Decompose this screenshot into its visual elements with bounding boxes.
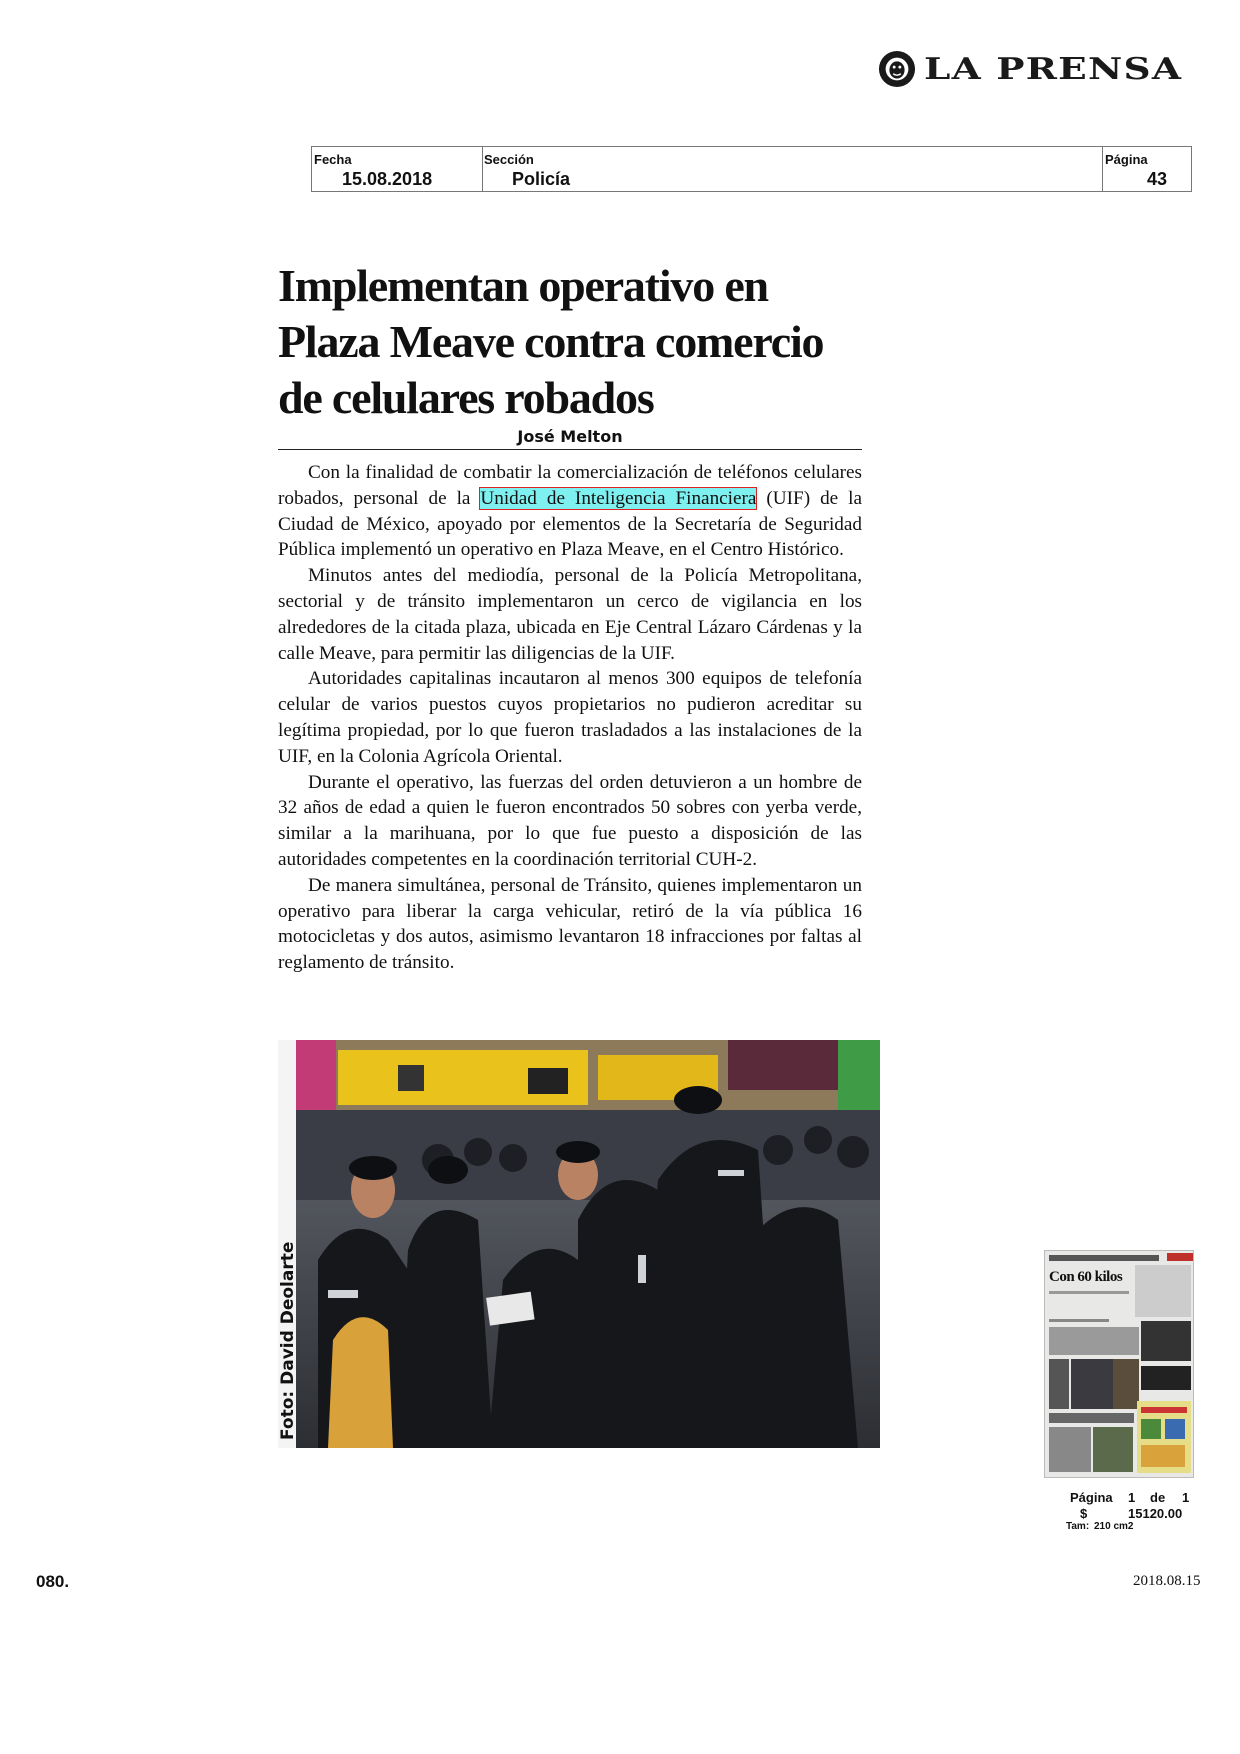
page-info-de: de <box>1150 1490 1166 1505</box>
page-info-currency: $ <box>1080 1506 1088 1521</box>
seccion-cell <box>482 147 1102 191</box>
headline-line: Implementan operativo en <box>278 260 768 311</box>
seccion-label: Sección <box>484 152 534 167</box>
page-info-tam-label: Tam: <box>1066 1521 1090 1532</box>
page-info-tam-value: 210 cm2 <box>1094 1521 1134 1532</box>
page-info-amount: 15120.00 <box>1128 1506 1183 1521</box>
paragraph-text: Con la finalidad de combatir la comercialización de teléfonos celulares robados, personal de la <box>278 462 862 509</box>
article-paragraph: Durante el operativo, las fuerzas del orden detuvieron a un hombre de 32 años de edad a quien le fueron encontrados 50 sobres con yerba verde, similar a la marihuana, por lo que fue puesto a disposición de las autoridades competentes en la coordinación territorial CUH-2. <box>278 771 862 870</box>
article-paragraph <box>278 460 862 563</box>
seccion-value: Policía <box>512 169 571 189</box>
fecha-value: 15.08.2018 <box>342 169 433 189</box>
highlighted-term: Unidad de Inteligencia Financiera <box>480 487 757 509</box>
footer-date: 2018.08.15 <box>1133 1573 1201 1589</box>
article-paragraph: De manera simultánea, personal de Tránsito, quienes implementaron un operativo para liberar la carga vehicular, retiró de la vía pública 16 motocicletas y dos autos, asimismo levantaron 18 infracciones por faltas al reglamento de tránsito. <box>278 874 862 974</box>
article-photo <box>278 1040 880 1448</box>
page-info-num: 1 <box>1128 1490 1136 1505</box>
byline-divider <box>278 449 862 450</box>
pagina-cell <box>1102 147 1192 191</box>
meta-table <box>311 146 1192 192</box>
fecha-cell <box>312 147 483 191</box>
page-thumbnail <box>1044 1250 1194 1478</box>
article-headline <box>278 258 878 426</box>
page-info-label: Página <box>1070 1490 1113 1505</box>
police-operation-photo <box>278 1040 880 1448</box>
pagina-label: Página <box>1105 152 1148 167</box>
paragraph-text: (UIF) de la Ciudad de México, apoyado por elementos de la Secretaría de Seguridad Pública implementó un operativo en Plaza Meave, en el Centro Histórico. <box>278 487 862 561</box>
article-body <box>278 460 862 976</box>
photo-credit <box>278 1420 298 1440</box>
article-byline: José Melton <box>517 427 623 446</box>
fecha-label: Fecha <box>314 152 352 167</box>
la-prensa-logo <box>878 46 1223 92</box>
headline-line: de celulares robados <box>278 372 654 423</box>
thumbnail-headline: Con 60 kilos <box>1049 1269 1123 1285</box>
headline-line: Plaza Meave contra comercio <box>278 316 824 367</box>
page-info-total: 1 <box>1182 1490 1190 1505</box>
article-paragraph: Autoridades capitalinas incautaron al menos 300 equipos de telefonía celular de varios puestos cuyos propietarios no pudieron acreditar su legítima propiedad, por lo que fueron trasladados a las instalaciones de la UIF, en la Colonia Agrícola Oriental. <box>278 668 862 767</box>
pagina-value: 43 <box>1147 169 1168 189</box>
lion-emblem-icon <box>878 49 916 89</box>
footer-code: 080. <box>36 1572 70 1591</box>
brand-name: LA PRENSA <box>924 51 1183 87</box>
article-paragraph: Minutos antes del mediodía, personal de la Policía Metropolitana, sectorial y de tránsito implementaron un cerco de vigilancia en los alrededores de la citada plaza, ubicada en Eje Central Lázaro Cárdenas y la calle Meave, para permitir las diligencias de la UIF. <box>278 565 862 664</box>
